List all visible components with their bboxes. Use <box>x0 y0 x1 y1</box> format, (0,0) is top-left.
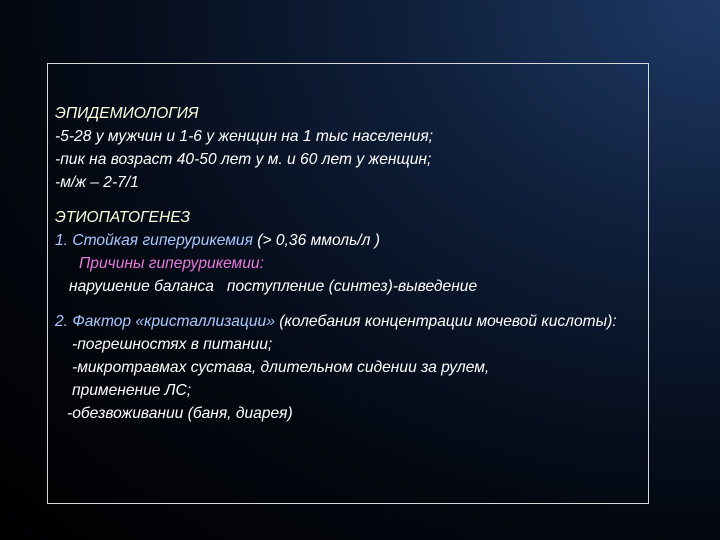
epidemiology-line-1: -5-28 у мужчин и 1-6 у женщин на 1 тыс населения; <box>55 128 434 145</box>
epidemiology-line-2: -пик на возраст 40-50 лет у м. и 60 лет у женщин; <box>55 151 432 168</box>
item-2-cause-1: -погрешностях в питании; <box>72 336 273 353</box>
etiopathogenesis-heading: ЭТИОПАТОГЕНЕЗ <box>55 209 191 226</box>
item-1-causes-label: Причины гиперурикемии: <box>79 255 264 272</box>
item-2-description: (колебания концентрации мочевой кислоты): <box>274 313 617 330</box>
section-gap <box>55 194 645 206</box>
section-gap <box>55 298 645 310</box>
epidemiology-heading: ЭПИДЕМИОЛОГИЯ <box>55 105 199 122</box>
item-1-cause-text: нарушение баланса поступление (синтез)-выведение <box>69 278 478 295</box>
epidemiology-line-3: -м/ж – 2-7/1 <box>55 174 139 191</box>
item-1-value: (> 0,36 ммоль/л ) <box>252 232 380 249</box>
item-1-label: 1. Стойкая гиперурикемия <box>55 232 253 249</box>
slide-content <box>55 102 645 425</box>
item-2-line <box>55 310 645 333</box>
item-1-line <box>55 229 645 252</box>
item-2-label: 2. Фактор «кристаллизации» <box>55 313 275 330</box>
item-2-cause-3: -обезвоживании (баня, диарея) <box>67 405 293 422</box>
item-2-cause-2: -микротравмах сустава, длительном сидении за рулем, применение ЛС; <box>72 359 490 399</box>
